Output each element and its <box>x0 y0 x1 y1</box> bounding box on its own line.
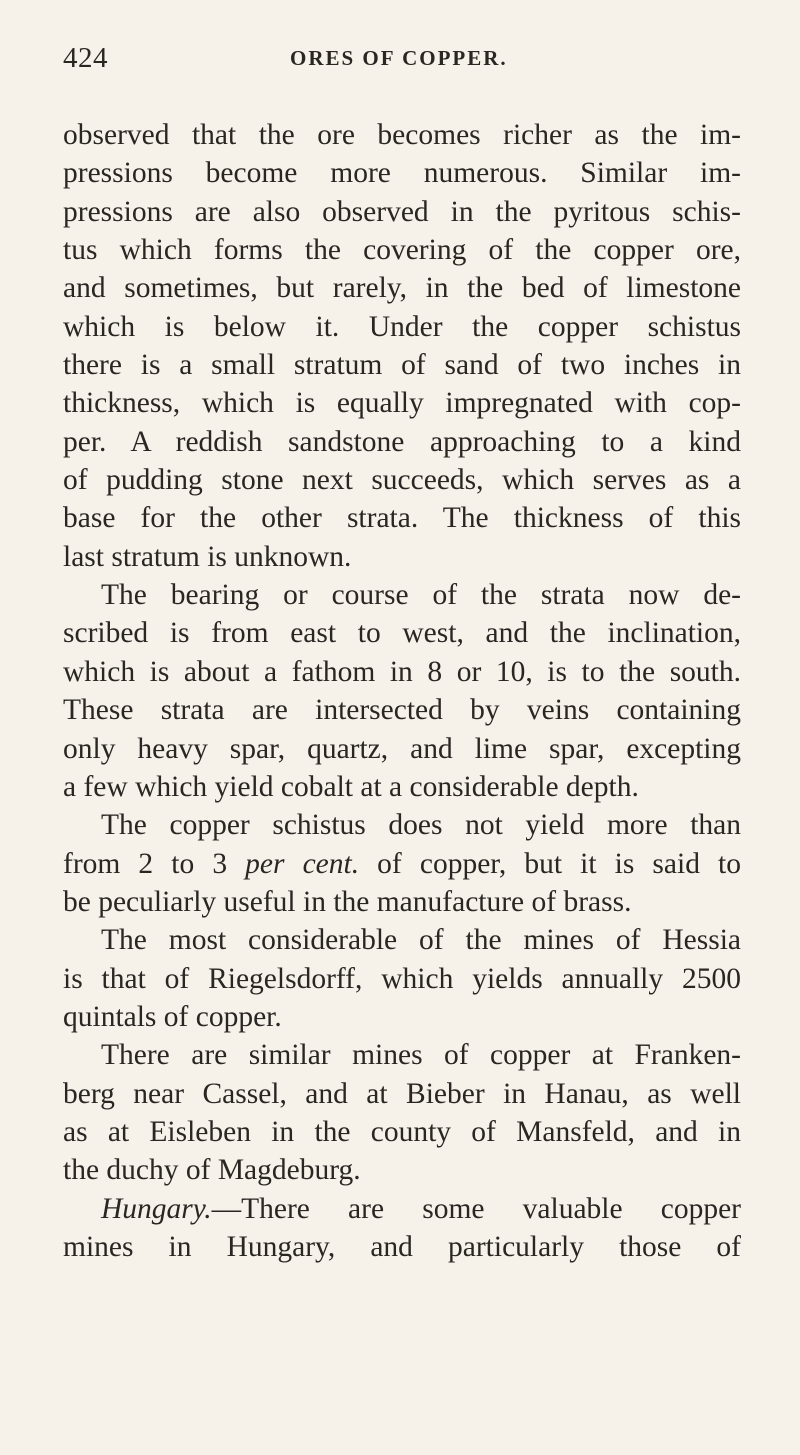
text-line: and sometimes, but rarely, in the bed of limestone <box>63 272 741 305</box>
text-line: mines in Hungary, and particularly those of <box>63 1230 741 1263</box>
text-segment: —There are some valuable copper <box>211 1192 741 1225</box>
text-line: The bearing or course of the strata now de- <box>101 579 741 612</box>
text-line: base for the other strata. The thickness of this <box>63 502 741 535</box>
text-line: berg near Cassel, and at Bieber in Hanau, as well <box>63 1077 741 1110</box>
text-segment: of copper, but it is said to <box>359 847 741 880</box>
text-line: is that of Riegelsdorff, which yields annually 2500 <box>63 962 741 995</box>
text-line: These strata are intersected by veins containing <box>63 694 741 727</box>
running-title: ORES OF COPPER. <box>290 46 508 70</box>
text-segment: from 2 to 3 <box>63 847 246 880</box>
text-line: scribed is from east to west, and the inclination, <box>63 617 741 650</box>
text-line-mixed <box>63 845 741 883</box>
text-line: tus which forms the covering of the copper ore, <box>63 234 741 267</box>
text-line: There are similar mines of copper at Franken- <box>101 1039 741 1072</box>
section-heading-italic: Hungary. <box>101 1192 212 1225</box>
page-number: 424 <box>63 42 108 74</box>
text-line: as at Eisleben in the county of Mansfeld, and in <box>63 1115 741 1148</box>
text-line: of pudding stone next succeeds, which serves as a <box>63 464 741 497</box>
text-line: there is a small stratum of sand of two inches in <box>63 349 741 382</box>
text-line: thickness, which is equally impregnated with cop- <box>63 387 741 420</box>
text-line: per. A reddish sandstone approaching to a kind <box>63 425 741 458</box>
text-line: pressions become more numerous. Similar im- <box>63 157 741 190</box>
text-line: which is below it. Under the copper schistus <box>63 310 741 343</box>
text-line: which is about a fathom in 8 or 10, is to the south. <box>63 655 741 688</box>
body-text <box>63 116 741 1266</box>
text-line: the duchy of Magdeburg. <box>63 1154 361 1187</box>
text-line: pressions are also observed in the pyritous schis- <box>63 195 741 228</box>
running-head <box>63 42 723 90</box>
text-line: last stratum is unknown. <box>63 540 352 573</box>
text-line: only heavy spar, quartz, and lime spar, excepting <box>63 732 741 765</box>
italic-phrase: per cent. <box>245 847 360 880</box>
text-line: The most considerable of the mines of Hessia <box>101 924 741 957</box>
text-line: be peculiarly useful in the manufacture of brass. <box>63 885 632 918</box>
text-line: observed that the ore becomes richer as the im- <box>63 119 741 151</box>
text-line: a few which yield cobalt at a considerable depth. <box>63 770 639 803</box>
text-line: quintals of copper. <box>63 1000 282 1033</box>
text-line: The copper schistus does not yield more than <box>101 809 741 842</box>
text-line-mixed <box>63 1190 741 1228</box>
